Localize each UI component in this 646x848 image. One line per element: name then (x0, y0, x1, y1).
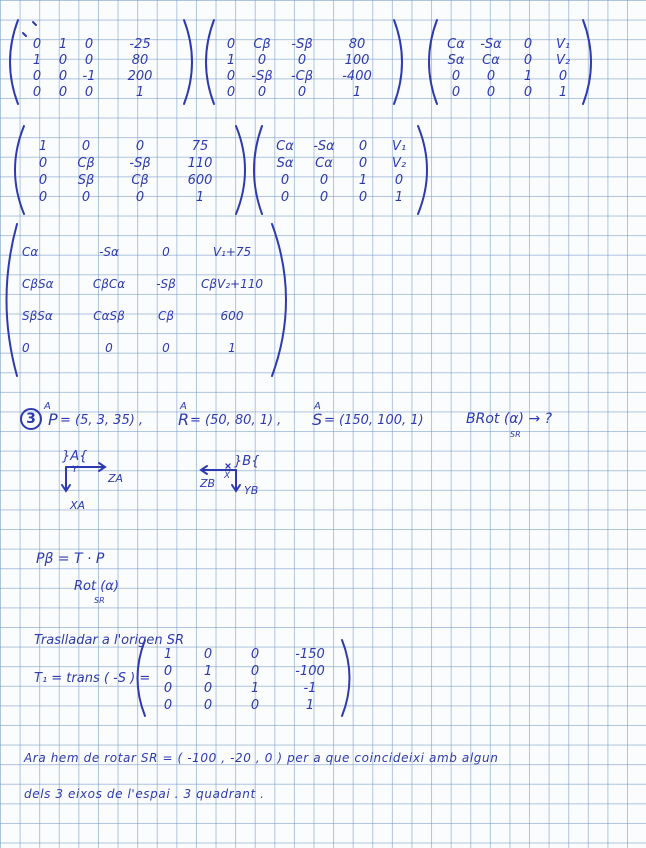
problem-number (20, 408, 42, 430)
frame-b-label: }B{ (234, 454, 260, 469)
matrix-cell: 1 (250, 681, 260, 696)
matrix-5 (266, 138, 416, 206)
pb-equation: Pβ = T · P (36, 551, 105, 567)
frame-a-label: }A{ (62, 449, 88, 464)
matrix-cell: 0 (58, 68, 68, 84)
final-note-line-1: Ara hem de rotar SR = ( -100 , -20 , 0 ) per a que coincideixi amb algun (24, 751, 499, 765)
matrix-cell: 1 (305, 698, 315, 713)
matrix-cell: -Sα (99, 245, 119, 259)
frame-b-y-label: YB (244, 484, 259, 497)
matrix-cell: 0 (319, 173, 329, 188)
matrix-cell: 1 (352, 84, 362, 100)
matrix-cell: 0 (226, 68, 236, 84)
matrix-cell: 0 (257, 52, 267, 68)
matrix-cell: 0 (58, 52, 68, 68)
translation-matrix (150, 646, 340, 714)
matrix-cell: Sα (276, 156, 294, 171)
matrix-cell: 600 (187, 173, 213, 188)
matrix-cell: 0 (81, 190, 91, 205)
matrix-cell: Cβ (253, 36, 271, 52)
matrix-cell: 0 (135, 190, 145, 205)
matrix-cell: Cα (276, 139, 294, 154)
matrix-cell: -1 (82, 68, 96, 84)
matrix-cell: -Sα (313, 139, 335, 154)
matrix-cell: 0 (257, 84, 267, 100)
matrix-cell: 80 (131, 52, 149, 68)
matrix-6 (22, 236, 272, 364)
matrix-cell: 0 (280, 190, 290, 205)
rot-subscript: SR (94, 596, 105, 605)
matrix-cell: 600 (220, 309, 244, 323)
frame-a-y-label: Y (72, 465, 78, 475)
problem-number-text: 3 (26, 411, 36, 427)
matrix-cell: V₁+75 (212, 245, 252, 259)
matrix-cell: 0 (135, 139, 145, 154)
matrix-cell: 0 (162, 341, 170, 355)
matrix-cell: 0 (105, 341, 113, 355)
matrix-cell: 0 (22, 341, 30, 355)
matrix-1 (24, 36, 178, 100)
matrix-cell: 0 (226, 84, 236, 100)
matrix-cell: 1 (358, 173, 368, 188)
matrix-cell: Cβ (157, 309, 175, 323)
matrix-cell: Cα (315, 156, 333, 171)
matrix-cell: 0 (32, 36, 42, 52)
matrix-cell: 0 (358, 139, 368, 154)
matrix-cell: 0 (250, 664, 260, 679)
matrix-cell: 200 (127, 68, 153, 84)
final-note-line-2: dels 3 eixos de l'espai . 3 quadrant . (24, 787, 265, 801)
matrix-cell: 1 (38, 139, 48, 154)
matrix-cell: CβV₂+110 (200, 277, 263, 291)
point-s-value: = (150, 100, 1) (324, 413, 424, 428)
matrix-cell: 0 (162, 245, 170, 259)
matrix-cell: Sα (447, 52, 465, 68)
matrix-cell: Cβ (131, 173, 149, 188)
point-s-label: S (312, 410, 323, 429)
matrix-cell: 1 (228, 341, 236, 355)
matrix-cell: -1 (303, 681, 317, 696)
frame-a-z-label: ZA (108, 472, 124, 485)
matrix-2 (218, 36, 390, 100)
point-r-label: R (178, 410, 190, 429)
matrix-cell: 0 (84, 36, 94, 52)
matrix-cell: 0 (523, 84, 533, 100)
matrix-cell: 0 (163, 681, 173, 696)
matrix-cell: 0 (394, 173, 404, 188)
matrix-cell: 110 (187, 156, 213, 171)
matrix-cell: 0 (81, 139, 91, 154)
translate-heading: Traslladar a l'origen SR (34, 633, 185, 648)
matrix-3 (440, 36, 580, 100)
matrix-cell: 0 (163, 698, 173, 713)
matrix-cell: -Sβ (156, 277, 176, 291)
matrix-cell: 0 (38, 156, 48, 171)
matrix-cell: 1 (226, 52, 236, 68)
matrix-cell: 1 (394, 190, 404, 205)
matrix-cell: -Cβ (290, 68, 314, 84)
rot-expression: Rot (α) (74, 579, 119, 594)
matrix-cell: 0 (523, 36, 533, 52)
matrix-cell: V₁ (391, 139, 407, 154)
matrix-cell: 0 (250, 647, 260, 662)
frame-b-x-label: X (224, 471, 231, 481)
matrix-cell: V₂ (391, 156, 407, 171)
matrix-cell: 0 (297, 84, 307, 100)
matrix-cell: 1 (163, 647, 173, 662)
matrix-cell: 0 (486, 84, 496, 100)
matrix-cell: CβSα (22, 277, 54, 291)
matrix-cell: 0 (38, 173, 48, 188)
sup-a-r: A (180, 401, 187, 412)
matrix-cell: -100 (295, 664, 325, 679)
matrix-cell: V₂ (555, 52, 571, 68)
matrix-cell: 1 (195, 190, 205, 205)
matrix-cell: CαSβ (93, 309, 125, 323)
matrix-cell: -Sβ (251, 68, 273, 84)
matrix-cell: 0 (84, 84, 94, 100)
sup-a-s: A (314, 401, 321, 412)
matrix-cell: 0 (58, 84, 68, 100)
matrix-cell: Cβ (77, 156, 95, 171)
matrix-cell: 1 (203, 664, 213, 679)
matrix-cell: -400 (342, 68, 372, 84)
matrix-cell: 0 (38, 190, 48, 205)
point-p-label: P (48, 410, 58, 429)
matrix-cell: V₁ (555, 36, 571, 52)
matrix-cell: 0 (358, 156, 368, 171)
matrix-cell: -25 (129, 36, 151, 52)
matrix-cell: 0 (84, 52, 94, 68)
frame-a-x-label: XA (70, 499, 86, 512)
matrix-cell: 1 (135, 84, 145, 100)
matrix-cell: 0 (163, 664, 173, 679)
matrix-cell: 0 (226, 36, 236, 52)
matrix-cell: Cα (482, 52, 500, 68)
matrix-cell: 0 (558, 68, 568, 84)
matrix-cell: -Sβ (129, 156, 151, 171)
matrix-cell: Sβ (77, 173, 95, 188)
matrix-cell: 100 (344, 52, 370, 68)
matrix-cell: -150 (295, 647, 325, 662)
matrix-cell: 0 (203, 647, 213, 662)
matrix-cell: 0 (523, 52, 533, 68)
t1-label: T₁ = trans ( -S ) = (34, 671, 151, 686)
matrix-cell: 0 (32, 84, 42, 100)
matrix-cell: 0 (32, 68, 42, 84)
matrix-cell: 80 (348, 36, 366, 52)
matrix-cell: 1 (523, 68, 533, 84)
matrix-cell: 1 (32, 52, 42, 68)
matrix-cell: 0 (280, 173, 290, 188)
matrix-cell: Cα (22, 245, 39, 259)
goal-expression: BRot (α) → ? (466, 411, 553, 427)
matrix-4 (28, 138, 234, 206)
matrix-cell: 0 (250, 698, 260, 713)
matrix-cell: 0 (203, 681, 213, 696)
matrix-cell: -Sβ (291, 36, 313, 52)
matrix-cell: SβSα (22, 309, 53, 323)
matrix-cell: -Sα (480, 36, 502, 52)
point-r-value: = (50, 80, 1) , (190, 413, 282, 428)
matrix-cell: 1 (558, 84, 568, 100)
matrix-cell: 1 (58, 36, 68, 52)
matrix-cell: CβCα (92, 277, 126, 291)
sup-a-p: A (44, 401, 51, 412)
matrix-cell: 0 (203, 698, 213, 713)
matrix-cell: 0 (451, 68, 461, 84)
matrix-cell: 0 (319, 190, 329, 205)
matrix-cell: 0 (358, 190, 368, 205)
matrix-cell: Cα (447, 36, 465, 52)
goal-subscript: SR (510, 430, 521, 439)
matrix-cell: 0 (451, 84, 461, 100)
matrix-cell: 75 (191, 139, 209, 154)
matrix-cell: 0 (486, 68, 496, 84)
point-p-value: = (5, 3, 35) , (60, 413, 144, 428)
matrix-cell: 0 (297, 52, 307, 68)
frame-b-z-label: ZB (200, 477, 216, 490)
